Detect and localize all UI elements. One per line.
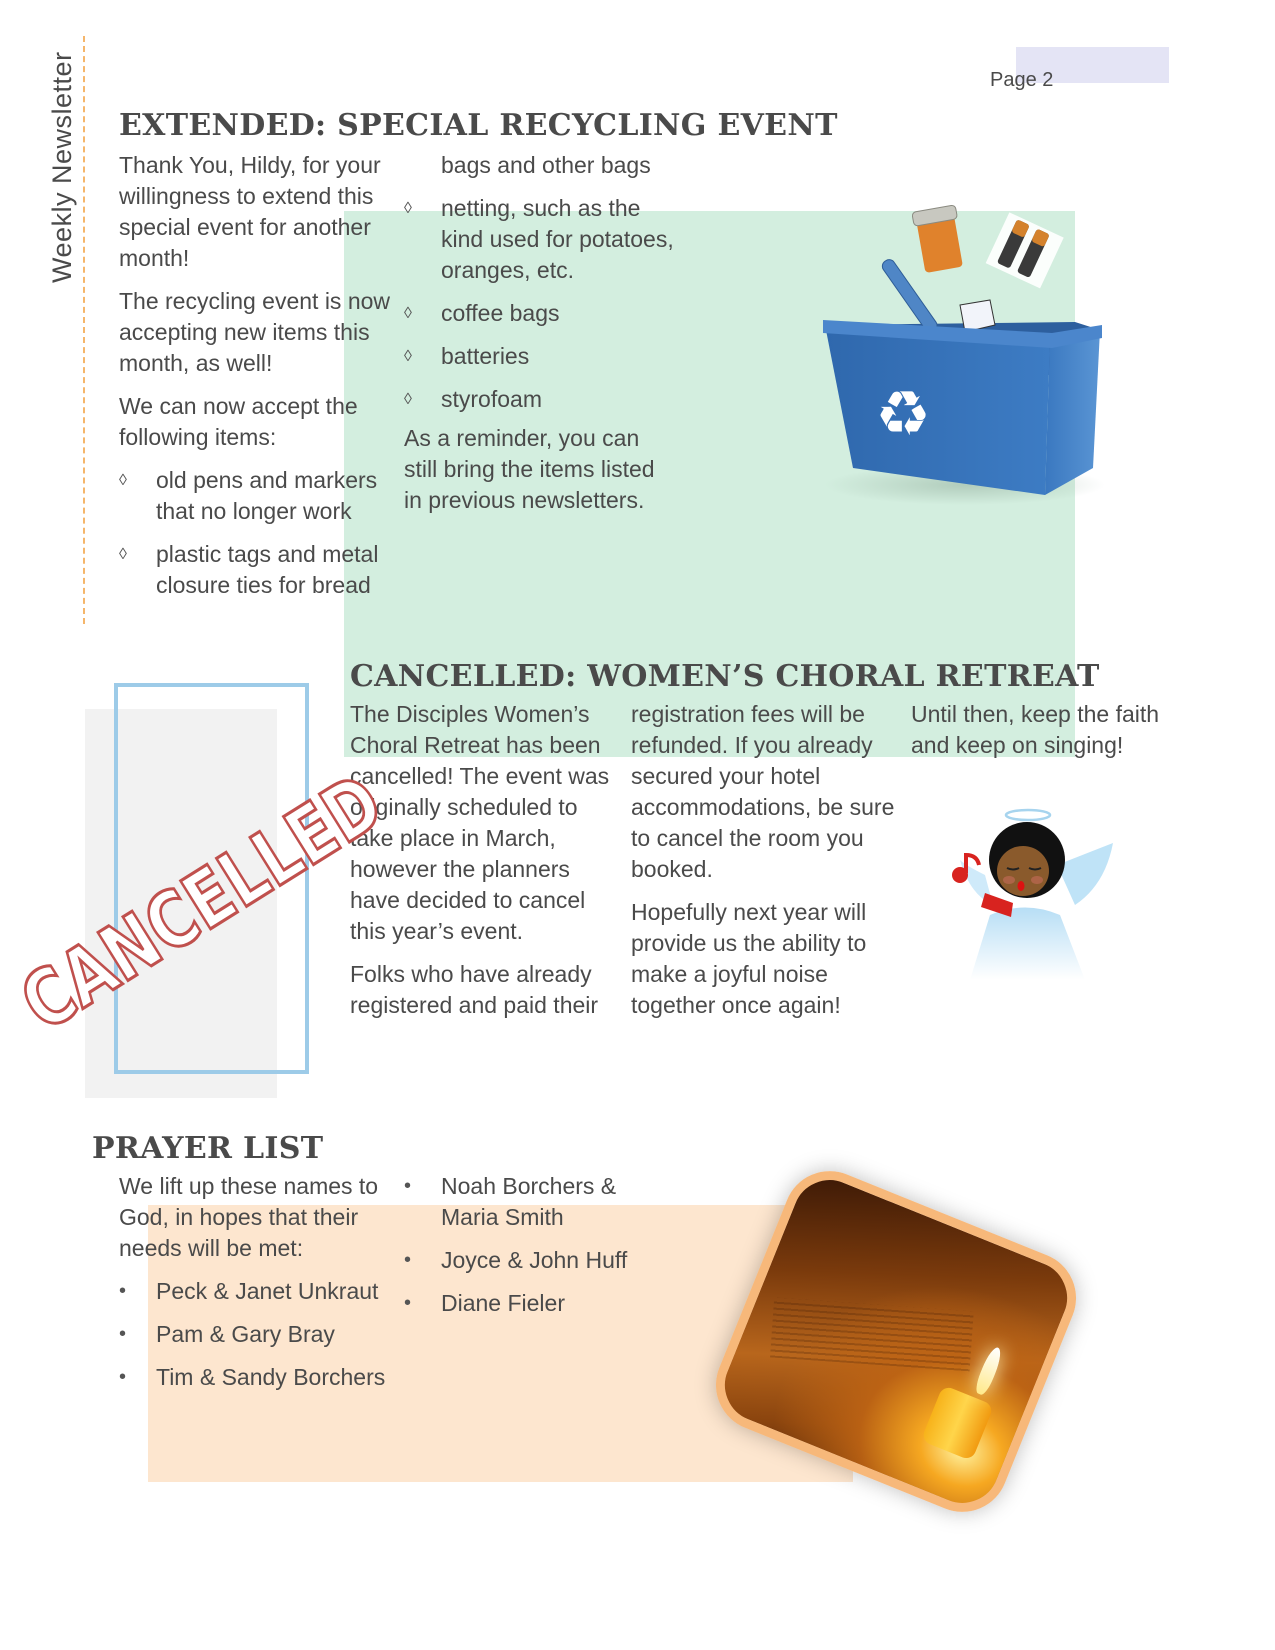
diamond-bullet-icon: ◊ — [119, 546, 127, 563]
continued-text: bags and other bags — [441, 152, 651, 178]
prayer-column-2 — [404, 1171, 664, 1331]
list-item — [404, 1245, 664, 1276]
prayer-intro: We lift up these names to God, in hopes that their needs will be met: — [119, 1173, 379, 1261]
prayer-name: Joyce & John Huff — [441, 1247, 628, 1273]
dot-bullet-icon: • — [119, 1280, 127, 1302]
choral-column-1 — [350, 699, 615, 1033]
recycling-bin-icon — [805, 200, 1105, 510]
list-item-text: old pens and markers that no longer work — [156, 467, 378, 524]
diamond-bullet-icon: ◊ — [119, 472, 127, 489]
choral-column-3 — [911, 699, 1181, 773]
dot-bullet-icon: • — [119, 1323, 127, 1345]
list-item — [119, 1276, 394, 1307]
choral-paragraph: Until then, keep the faith and keep on singing! — [911, 701, 1160, 758]
list-item-text: plastic tags and metal closure ties for bread — [156, 541, 379, 598]
svg-text:♻: ♻ — [875, 377, 931, 450]
recycling-paragraph: Thank You, Hildy, for your willingness to extend this special event for another month! — [119, 152, 381, 271]
dot-bullet-icon: • — [404, 1249, 412, 1271]
prayer-name: Pam & Gary Bray — [156, 1321, 335, 1347]
candle-icon — [921, 1385, 994, 1461]
list-item — [404, 193, 674, 286]
cancelled-stamp-text: CANCELLED — [5, 757, 398, 1049]
list-item-text: batteries — [441, 343, 530, 369]
choral-heading: CANCELLED: WOMEN’S CHORAL RETREAT — [350, 659, 1100, 694]
cancelled-stamp — [5, 757, 398, 1049]
prayer-names-list-2 — [404, 1171, 664, 1319]
sidebar-dashed-divider — [83, 36, 85, 624]
recycling-column-1 — [119, 150, 394, 613]
recycling-paragraph: We can now accept the following items: — [119, 393, 358, 450]
list-item — [119, 465, 394, 527]
list-item — [404, 1171, 664, 1233]
angel-icon — [945, 805, 1120, 985]
prayer-heading: PRAYER LIST — [92, 1131, 324, 1166]
candle-flame-icon — [973, 1345, 1005, 1397]
recycling-column-2 — [404, 150, 674, 528]
book-page-lines — [770, 1298, 974, 1372]
accepted-items-list-continued — [404, 193, 674, 415]
diamond-bullet-icon: ◊ — [404, 200, 412, 217]
page-number: Page 2 — [990, 69, 1054, 91]
recycling-bin-illustration — [805, 200, 1105, 510]
list-item — [404, 384, 674, 415]
diamond-bullet-icon: ◊ — [404, 305, 412, 322]
choral-paragraph: Hopefully next year will provide us the ability to make a joyful noise together once again! — [631, 899, 867, 1018]
dot-bullet-icon: • — [404, 1292, 412, 1314]
choral-paragraph: The Disciples Women’s Choral Retreat has been cancelled! The event was originally scheduled to take place in March, however the planners have decided to cancel this year’s event. — [350, 701, 610, 944]
diamond-bullet-icon: ◊ — [404, 391, 412, 408]
dot-bullet-icon: • — [119, 1366, 127, 1388]
list-item-text: coffee bags — [441, 300, 560, 326]
cancelled-stamp-icon — [5, 757, 398, 1049]
prayer-name: Tim & Sandy Borchers — [156, 1364, 386, 1390]
choral-paragraph: Folks who have already registered and paid their — [350, 961, 599, 1018]
list-item — [404, 1288, 664, 1319]
list-item — [119, 1362, 394, 1393]
recycling-paragraph: The recycling event is now accepting new items this month, as well! — [119, 288, 391, 376]
choral-paragraph: registration fees will be refunded. If you already secured your hotel accommodations, be sure to cancel the room you booked. — [631, 701, 895, 882]
choral-column-2 — [631, 699, 896, 1033]
recycling-heading: EXTENDED: SPECIAL RECYCLING EVENT — [119, 108, 838, 143]
prayer-names-list — [119, 1276, 394, 1393]
list-item — [119, 1319, 394, 1350]
accepted-items-list — [119, 465, 394, 601]
dot-bullet-icon: • — [404, 1175, 412, 1197]
list-item — [404, 298, 674, 329]
list-item-text: styrofoam — [441, 386, 542, 412]
list-item-text: netting, such as the kind used for potatoes, oranges, etc. — [441, 195, 674, 283]
sidebar-title: Weekly Newsletter — [47, 51, 77, 283]
diamond-bullet-icon: ◊ — [404, 348, 412, 365]
prayer-name: Peck & Janet Unkraut — [156, 1278, 379, 1304]
list-item — [119, 539, 394, 601]
prayer-name: Diane Fieler — [441, 1290, 565, 1316]
prayer-name: Noah Borchers & Maria Smith — [441, 1173, 617, 1230]
list-item — [404, 341, 674, 372]
reminder-text: As a reminder, you can still bring the items listed in previous newsletters. — [404, 425, 655, 513]
singing-angel-illustration — [945, 805, 1120, 985]
prayer-column-1 — [119, 1171, 394, 1405]
